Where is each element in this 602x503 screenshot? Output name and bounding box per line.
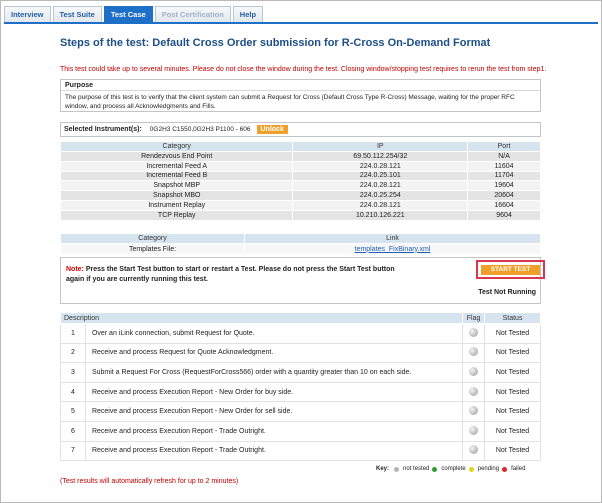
unlock-button[interactable]: Unlock [257,125,288,134]
step-status: Not Tested [485,343,541,363]
endpoint-ip: 224.0.28.121 [293,161,468,171]
endpoint-category: Snapshot MBO [61,191,293,201]
status-dot-icon [469,426,478,435]
table-row [61,382,541,402]
step-description: Receive and process Execution Report - New Order for sell side. [85,402,462,422]
status-dot-icon [469,387,478,396]
status-dot-icon [469,328,478,337]
key-label: Key: [376,466,390,472]
endpoints-header-category: Category [61,142,293,152]
table-row [61,402,541,422]
step-status: Not Tested [485,421,541,441]
status-dot-icon [469,367,478,376]
step-description: Receive and process Execution Report - New Order for buy side. [85,382,462,402]
page-title: Steps of the test: Default Cross Order submission for R-Cross On-Demand Format [60,37,491,49]
key-failed: failed [511,466,526,472]
endpoint-category: Snapshot MBP [61,181,293,191]
endpoint-ip: 224.0.28.121 [293,200,468,210]
table-row [61,421,541,441]
step-description: Over an iLink connection, submit Request for Quote. [85,324,462,344]
table-row [61,343,541,363]
endpoint-category: TCP Replay [61,210,293,220]
step-number: 4 [61,382,86,402]
failed-dot-icon [502,467,507,472]
table-row [61,161,541,171]
step-status: Not Tested [485,363,541,383]
table-row [61,244,541,255]
endpoints-header-ip: IP [293,142,468,152]
flag-cell [463,441,485,461]
test-run-status: Test Not Running [478,289,536,296]
flag-cell [463,324,485,344]
table-row [61,324,541,344]
note-prefix: Note: [66,266,84,273]
note-text [66,265,406,285]
step-number: 3 [61,363,86,383]
endpoints-table [60,141,541,221]
links-header-link: Link [245,234,541,244]
status-dot-icon [469,445,478,454]
tab-interview[interactable]: Interview [4,6,51,22]
step-status: Not Tested [485,324,541,344]
status-key [376,466,525,472]
step-number: 2 [61,343,86,363]
endpoint-port: 16604 [468,200,541,210]
endpoint-ip: 10.210.126.221 [293,210,468,220]
table-row [61,441,541,461]
note-box [60,257,541,304]
step-description: Receive and process Execution Report - Trade Outright. [85,421,462,441]
flag-cell [463,363,485,383]
tab-test-case[interactable]: Test Case [104,6,153,22]
table-row [61,200,541,210]
purpose-box [60,79,541,112]
flag-cell [463,343,485,363]
step-status: Not Tested [485,382,541,402]
key-complete: complete [441,466,466,472]
pending-dot-icon [469,467,474,472]
key-pending: pending [477,466,500,472]
steps-table [60,312,541,461]
step-number: 6 [61,421,86,441]
step-number: 5 [61,402,86,422]
endpoint-ip: 224.0.25.101 [293,171,468,181]
endpoint-port: 9604 [468,210,541,220]
endpoint-ip: 224.0.25.254 [293,191,468,201]
status-dot-icon [469,347,478,356]
endpoint-category: Rendezvous End Point [61,152,293,162]
endpoint-ip: 69.50.112.254/32 [293,152,468,162]
tab-bar [4,6,263,22]
tab-help[interactable]: Help [233,6,263,22]
endpoint-port: N/A [468,152,541,162]
step-number: 7 [61,441,86,461]
step-description: Receive and process Request for Quote Acknowledgment. [85,343,462,363]
step-description: Submit a Request For Cross (RequestForCross566) order with a quantity greater than 10 on each side. [85,363,462,383]
table-row [61,152,541,162]
flag-cell [463,382,485,402]
step-status: Not Tested [485,402,541,422]
endpoint-port: 11704 [468,171,541,181]
flag-cell [463,402,485,422]
templates-file-link[interactable]: templates_FixBinary.xml [354,245,431,253]
endpoints-header-port: Port [468,142,541,152]
endpoint-ip: 224.0.28.121 [293,181,468,191]
links-table [60,233,541,255]
steps-header-status: Status [485,313,541,324]
endpoint-port: 11604 [468,161,541,171]
endpoint-category: Incremental Feed B [61,171,293,181]
tab-test-suite[interactable]: Test Suite [53,6,102,22]
step-number: 1 [61,324,86,344]
step-description: Receive and process Execution Report - Trade Outright. [85,441,462,461]
key-not-tested: not tested [403,466,430,472]
link-cell [245,244,541,255]
steps-header-description: Description [61,313,463,324]
step-status: Not Tested [485,441,541,461]
table-row [61,363,541,383]
flag-cell [463,421,485,441]
not-tested-dot-icon [394,467,399,472]
warning-text: This test could take up to several minutes. Please do not close the window during the test. Closing window/stopping test requires to rerun the test from step1. [60,66,547,73]
table-row [61,171,541,181]
table-row [61,210,541,220]
table-row [61,191,541,201]
note-body: Press the Start Test button to start or restart a Test. Please do not press the Start Test button again if you are currently running this test. [66,266,395,283]
instrument-bar [60,122,541,137]
complete-dot-icon [432,467,437,472]
endpoint-category: Instrument Replay [61,200,293,210]
endpoint-category: Incremental Feed A [61,161,293,171]
endpoint-port: 19604 [468,181,541,191]
refresh-notice: (Test results will automatically refresh for up to 2 minutes) [60,478,239,485]
start-test-highlight [476,260,545,279]
links-header-category: Category [61,234,245,244]
link-category: Templates File: [61,244,245,255]
start-test-button[interactable]: START TEST [481,265,540,275]
status-dot-icon [469,406,478,415]
steps-header-flag: Flag [463,313,485,324]
purpose-heading: Purpose [61,80,540,91]
instrument-value: 0G2H3 C1550,0G2H3 P1100 - 606 [149,126,251,133]
instrument-label: Selected Instrument(s): [64,126,142,133]
endpoint-port: 20604 [468,191,541,201]
purpose-text: The purpose of this test is to verify that the client system can submit a Request for Cross (Default Cross Type R-Cross) Message, waiting for the proper RFC window, and process all Acknowledgments and Fills. [65,94,515,110]
table-row [61,181,541,191]
tab-underline [4,22,598,24]
tab-post-certification: Post Certification [155,6,231,22]
